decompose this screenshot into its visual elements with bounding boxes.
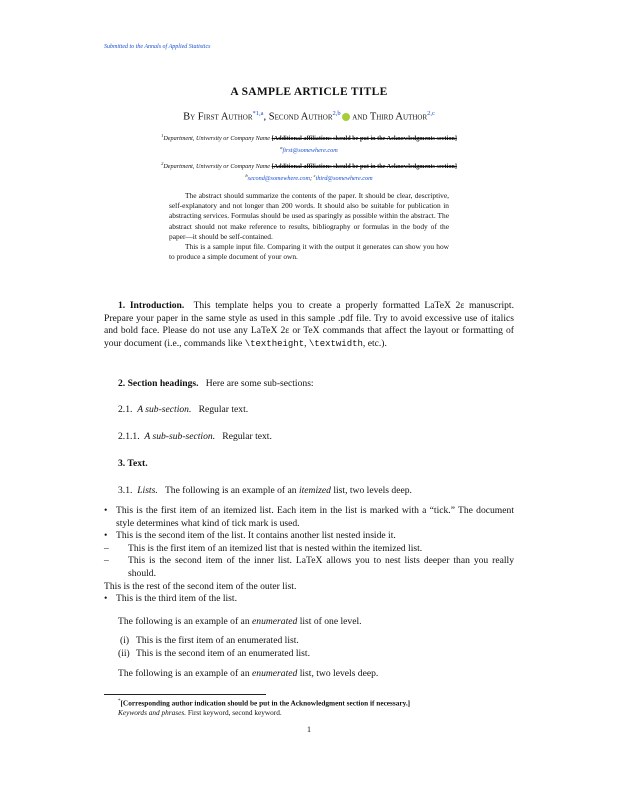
list-item	[104, 505, 514, 530]
list-item	[118, 648, 514, 661]
email-link[interactable]: first@somewhere.com	[282, 147, 338, 155]
list-item-continuation: This is the rest of the second item of the outer list.	[104, 580, 297, 592]
list-item	[104, 593, 514, 606]
affil-note: [Additional affiliations should be put in the Acknowledgments section]	[271, 135, 457, 143]
page-number: 1	[307, 725, 311, 734]
list-item	[104, 530, 514, 593]
body-text: The following is an example of an	[118, 616, 253, 627]
footnote-corresponding	[104, 697, 514, 708]
affiliation-1	[0, 131, 618, 155]
body-text: list, two levels deep.	[297, 668, 379, 679]
section-introduction	[104, 300, 514, 350]
section-heading: 3. Text.	[118, 458, 148, 469]
affil-mark: 2	[161, 161, 164, 166]
affil-dept: Department, University or Company Name	[163, 163, 271, 171]
list-item-text: This is the first item of an itemized list that is nested within the itemized list.	[128, 542, 423, 554]
dash-icon: –	[104, 555, 109, 567]
subsubsection-2-1-1	[104, 431, 514, 444]
body-text: list, two levels deep.	[330, 485, 412, 496]
enum-marker: (ii)	[118, 647, 130, 659]
body-text: Regular text.	[198, 404, 249, 415]
nested-list-item	[104, 542, 514, 556]
bullet-icon: •	[104, 593, 108, 605]
orcid-icon[interactable]	[342, 113, 350, 121]
nested-list-item	[104, 555, 514, 580]
subsection-number: 2.1.1.	[118, 431, 140, 442]
email-mark: c	[313, 173, 316, 179]
subsection-title: Lists.	[137, 485, 158, 496]
list-item-text: This is the second item of the list. It contains another list nested inside it.	[116, 530, 396, 542]
abstract-paragraph: The abstract should summarize the contents of the paper. It should be clear, descriptive, self-explanatory and not longer than 200 words. It should also be suitable for publication in abstracting services. Formulas should be used as sparingly as possible within the abstract. The abstract should not make reference to results, bibliography or formulas in the body of the paper—it should be self-contained.	[169, 191, 449, 241]
enumerated-intro	[104, 616, 514, 629]
section-text	[104, 458, 514, 471]
affil-note: [Additional affiliations should be put in the Acknowledgments section]	[271, 163, 457, 171]
footnote-keywords	[104, 708, 514, 718]
abstract	[169, 191, 449, 262]
email-mark: a	[280, 145, 283, 151]
affil-mark: 1	[161, 133, 164, 138]
author-third-sup[interactable]: 2,c	[427, 110, 435, 117]
footnote-rule	[104, 694, 266, 695]
author-sep: ,	[263, 111, 269, 123]
enum-marker: (i)	[120, 635, 130, 646]
body-text: The following is an example of an	[118, 668, 253, 679]
author-line	[0, 110, 618, 123]
email-link[interactable]: third@somewhere.com	[315, 175, 373, 183]
subsection-title: A sub-section.	[137, 404, 192, 415]
subsection-3-1	[104, 485, 514, 498]
list-item	[118, 635, 514, 648]
author-third: Third Author	[369, 111, 428, 123]
subsection-title: A sub-sub-section.	[144, 431, 216, 442]
body-text: Regular text.	[222, 431, 272, 442]
bullet-icon: •	[104, 505, 108, 516]
submitted-note: Submitted to the Annals of Applied Statistics	[104, 44, 211, 50]
author-first: First Author	[197, 111, 253, 123]
list-item-text: This is the second item of an enumerated list.	[136, 647, 310, 659]
author-second: Second Author	[268, 111, 333, 123]
subsection-2-1	[104, 404, 514, 417]
list-item-text: This is the second item of the inner list. LaTeX allows you to nest lists deeper than you really should.	[128, 555, 514, 579]
author-first-sup[interactable]: *1,a	[252, 110, 264, 117]
body-text: This template helps you to create a properly formatted LaTeX 2ε manuscript. Prepare your paper in the same style as used in this sample .pdf file. Try to avoid excessive use of italics and bold face. Please do not use any LaTeX 2ε or TeX commands that affect the layout or formatting of your document (i.e., commands like	[104, 300, 514, 349]
author-second-sup[interactable]: 2,b	[332, 110, 341, 117]
section-headings	[104, 378, 514, 391]
subsection-number: 3.1.	[118, 485, 133, 496]
section-heading: 2. Section headings.	[118, 378, 199, 389]
author-and: and	[349, 111, 370, 123]
keywords-text: First keyword, second keyword.	[186, 708, 282, 717]
code-command: \textheight	[244, 338, 305, 349]
body-text: list of one level.	[297, 616, 362, 627]
itemized-list	[104, 505, 514, 606]
dash-icon: –	[104, 542, 109, 554]
affil-dept: Department, University or Company Name	[163, 135, 271, 143]
body-text: , etc.).	[362, 337, 387, 349]
body-text: Here are some sub-sections:	[205, 378, 314, 389]
author-by: By	[183, 111, 196, 123]
enumerated-list	[118, 635, 514, 660]
emphasis: enumerated	[252, 616, 298, 627]
body-text: ,	[304, 337, 309, 349]
enumerated-intro-2	[104, 668, 514, 681]
footnote-text: [Corresponding author indication should be put in the Acknowledgment section if necessary.]	[120, 698, 411, 708]
list-item-text: This is the first item of an itemized list. Each item in the list is marked with a “tick.” The document style determines what kind of tick mark is used.	[116, 505, 514, 529]
emphasis: enumerated	[252, 668, 298, 679]
email-link[interactable]: second@somewhere.com	[247, 175, 310, 183]
emphasis: itemized	[298, 485, 331, 496]
subsection-number: 2.1.	[118, 404, 133, 415]
keywords-label: Keywords and phrases.	[118, 708, 187, 717]
section-heading: 1. Introduction.	[118, 300, 185, 311]
body-text: The following is an example of an	[164, 485, 299, 496]
abstract-paragraph: This is a sample input file. Comparing it with the output it generates can show you how to produce a simple document of your own.	[169, 242, 449, 262]
affiliation-2: $^2$Department, University or Company Name [Additional affiliations should be put in the Acknowledgments section] $^b$second@somewhere.com; $^c$third@somewhere.com	[161, 161, 457, 183]
bullet-icon: •	[104, 530, 108, 542]
article-title: A SAMPLE ARTICLE TITLE	[230, 86, 388, 98]
footnote-mark: *	[118, 699, 121, 704]
list-item-text: This is the first item of an enumerated list.	[136, 635, 299, 646]
email-mark: b	[245, 173, 248, 179]
list-item-text: This is the third item of the list.	[116, 593, 237, 605]
code-command: \textwidth	[308, 338, 363, 349]
